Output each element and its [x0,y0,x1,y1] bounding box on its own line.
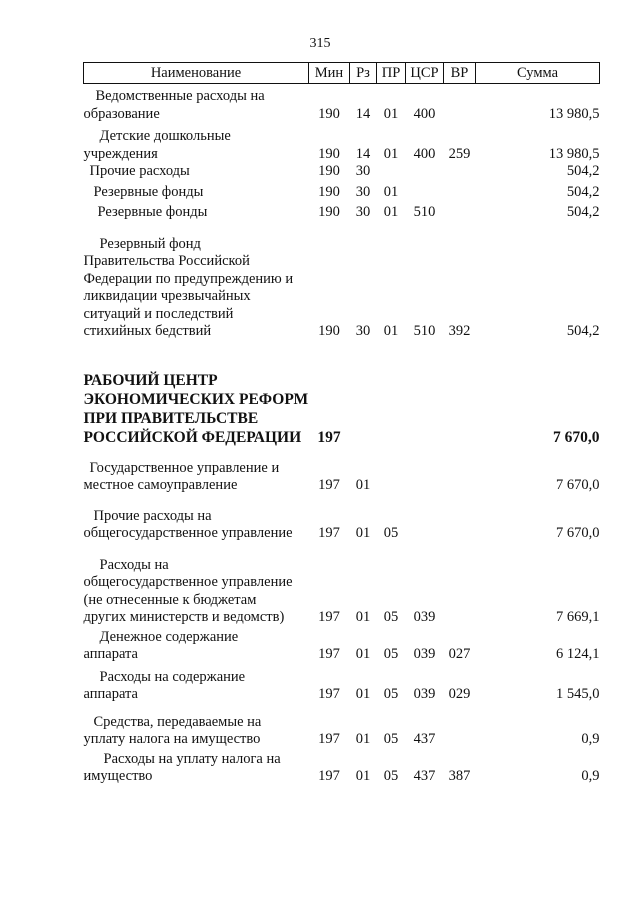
table-row [84,371,600,447]
row-min: 190 [318,323,340,339]
row-sum: 504,2 [566,163,600,179]
row-spacer-cell [84,222,600,236]
row-name-line: общегосударственное управление [83,574,293,590]
row-pr: 01 [383,145,399,162]
row-min: 197 [318,768,340,784]
row-pr: 01 [383,204,399,220]
table-row [84,669,600,704]
row-name-line: аппарата [83,686,138,702]
row-rz: 01 [355,731,371,747]
table-row [84,557,600,627]
row-rz: 01 [355,525,371,541]
row-sum: 0,9 [581,768,600,784]
row-min: 197 [318,731,340,747]
header-pr: ПР [377,63,406,84]
row-name [84,557,309,627]
row-vr: 027 [448,646,471,662]
row-vr: 259 [448,145,471,162]
row-vr [444,204,476,222]
row-rz: 30 [355,183,371,200]
row-vr [444,508,476,543]
row-vr [444,88,476,123]
row-spacer [84,543,600,557]
row-csr: 400 [413,105,436,122]
header-csr: ЦСР [406,63,444,84]
row-name [84,508,309,543]
row-name-line: ПРИ ПРАВИТЕЛЬСТВЕ [83,409,259,427]
row-min: 197 [318,609,340,625]
row-name-line: ликвидации чрезвычайных [83,288,251,304]
row-min: 190 [318,145,340,162]
table-row [84,128,600,163]
table-row [84,751,600,786]
row-name-line: стихийных бедствий [83,323,212,339]
table-row [84,236,600,341]
row-name-line: Прочие расходы [89,163,190,179]
row-rz: 30 [355,163,371,179]
row-pr [377,163,406,181]
row-name-line: Денежное содержание [99,628,239,645]
row-name-line: учреждения [83,145,158,162]
row-sum: 0,9 [581,731,600,747]
row-name [84,371,309,447]
row-rz: 30 [355,323,371,339]
row-spacer-cell [84,543,600,557]
row-pr: 05 [383,686,399,702]
row-vr [444,184,476,202]
row-sum: 7 670,0 [556,525,600,541]
table-header-row [84,63,600,84]
row-name-line: Резервный фонд [99,235,201,252]
row-rz: 30 [355,204,371,220]
row-sum: 504,2 [566,204,600,220]
row-name-line: Ведомственные расходы на [95,88,265,104]
row-min: 197 [317,428,341,446]
table-body [84,84,600,786]
row-spacer [84,447,600,460]
row-name [84,629,309,664]
row-name-line: ЭКОНОМИЧЕСКИХ РЕФОРМ [83,390,309,408]
row-csr: 510 [413,323,436,339]
row-sum: 7 669,1 [556,609,600,625]
row-name-line: (не отнесенные к бюджетам [83,591,257,608]
row-name-line: Государственное управление и [89,459,280,476]
row-name-line: Резервные фонды [97,204,208,220]
header-rz: Рз [350,63,377,84]
table-row [84,460,600,495]
row-sum: 1 545,0 [556,686,600,702]
row-spacer [84,222,600,236]
row-csr [406,508,444,543]
table-row [84,629,600,664]
row-spacer [84,495,600,508]
row-pr [377,371,406,447]
row-rz: 14 [355,105,371,122]
row-name [84,128,309,163]
row-name-line: РАБОЧИЙ ЦЕНТР [83,371,218,389]
row-name [84,669,309,704]
row-vr [444,163,476,181]
row-pr: 05 [383,646,399,662]
row-name-line: Правительства Российской [83,253,250,269]
row-name-line: местное самоуправление [83,477,238,493]
row-name-line: Расходы на уплату налога на [103,750,281,767]
row-spacer [84,341,600,371]
row-sum: 13 980,5 [548,105,600,122]
row-name-line: образование [83,105,160,122]
row-name [84,204,309,222]
row-name-line: аппарата [83,646,138,662]
row-name-line: имущество [83,768,153,784]
row-name-line: Расходы на содержание [99,668,246,685]
header-name: Наименование [84,63,309,84]
row-rz [350,371,377,447]
row-name [84,88,309,123]
row-csr: 039 [413,609,436,625]
row-pr: 05 [383,525,399,541]
row-sum: 7 670,0 [556,477,600,493]
row-name-line: Прочие расходы на [93,507,212,524]
row-min: 190 [318,105,340,122]
row-spacer-cell [84,495,600,508]
row-min: 190 [318,204,340,220]
row-rz: 01 [355,477,371,493]
row-sum: 6 124,1 [556,646,600,662]
row-name-line: Федерации по предупреждению и [83,270,294,287]
budget-table [83,62,600,786]
table-row [84,204,600,222]
row-vr [444,714,476,749]
row-min: 190 [318,163,340,179]
table-row [84,163,600,181]
row-min: 197 [318,646,340,662]
page-number: 315 [309,36,331,51]
row-vr [444,371,476,447]
row-name-line: Расходы на [99,556,169,573]
row-csr: 510 [413,204,436,220]
row-csr [406,460,444,495]
row-name [84,460,309,495]
table-row [84,714,600,749]
row-pr: 01 [383,105,399,122]
row-spacer-cell [84,341,600,371]
row-name [84,236,309,341]
table-row [84,508,600,543]
row-name-line: ситуаций и последствий [83,305,234,322]
row-csr [406,371,444,447]
row-sum: 13 980,5 [548,145,600,162]
row-spacer-cell [84,447,600,460]
row-rz: 01 [355,609,371,625]
row-name [84,184,309,202]
row-pr [377,460,406,495]
row-pr: 01 [383,323,399,339]
row-pr: 05 [383,609,399,625]
header-vr: ВР [444,63,476,84]
row-sum: 7 670,0 [553,428,600,446]
row-pr: 05 [383,768,399,784]
row-min: 197 [318,686,340,702]
row-name [84,163,309,181]
row-vr [444,557,476,627]
row-csr: 437 [413,731,436,747]
row-name-line: общегосударственное управление [83,525,293,541]
row-spacer-cell [84,704,600,714]
header-sum: Сумма [476,63,600,84]
row-rz: 01 [355,686,371,702]
row-name [84,751,309,786]
row-vr: 392 [448,323,471,339]
row-min: 197 [318,477,340,493]
row-vr [444,460,476,495]
row-spacer [84,704,600,714]
row-csr: 039 [413,646,436,662]
row-name-line: Средства, передаваемые на [93,713,262,730]
row-rz: 01 [355,646,371,662]
row-csr: 400 [413,145,436,162]
row-name-line: Резервные фонды [93,183,204,200]
row-min: 190 [318,183,340,200]
row-name [84,714,309,749]
row-csr: 437 [413,768,436,784]
row-name-line: РОССИЙСКОЙ ФЕДЕРАЦИИ [83,428,302,446]
row-pr: 01 [383,183,399,200]
row-name-line: других министерств и ведомств) [83,609,285,625]
row-vr: 029 [448,686,471,702]
row-name-line: уплату налога на имущество [83,731,261,747]
header-min: Мин [309,63,350,84]
table-row [84,88,600,123]
table-row [84,184,600,202]
row-csr [406,184,444,202]
row-name-line: Детские дошкольные [99,128,231,144]
row-sum: 504,2 [566,183,600,200]
row-vr: 387 [448,768,471,784]
row-min: 197 [318,525,340,541]
row-csr: 039 [413,686,436,702]
row-pr: 05 [383,731,399,747]
row-rz: 14 [355,145,371,162]
row-sum: 504,2 [566,323,600,339]
row-rz: 01 [355,768,371,784]
row-csr [406,163,444,181]
